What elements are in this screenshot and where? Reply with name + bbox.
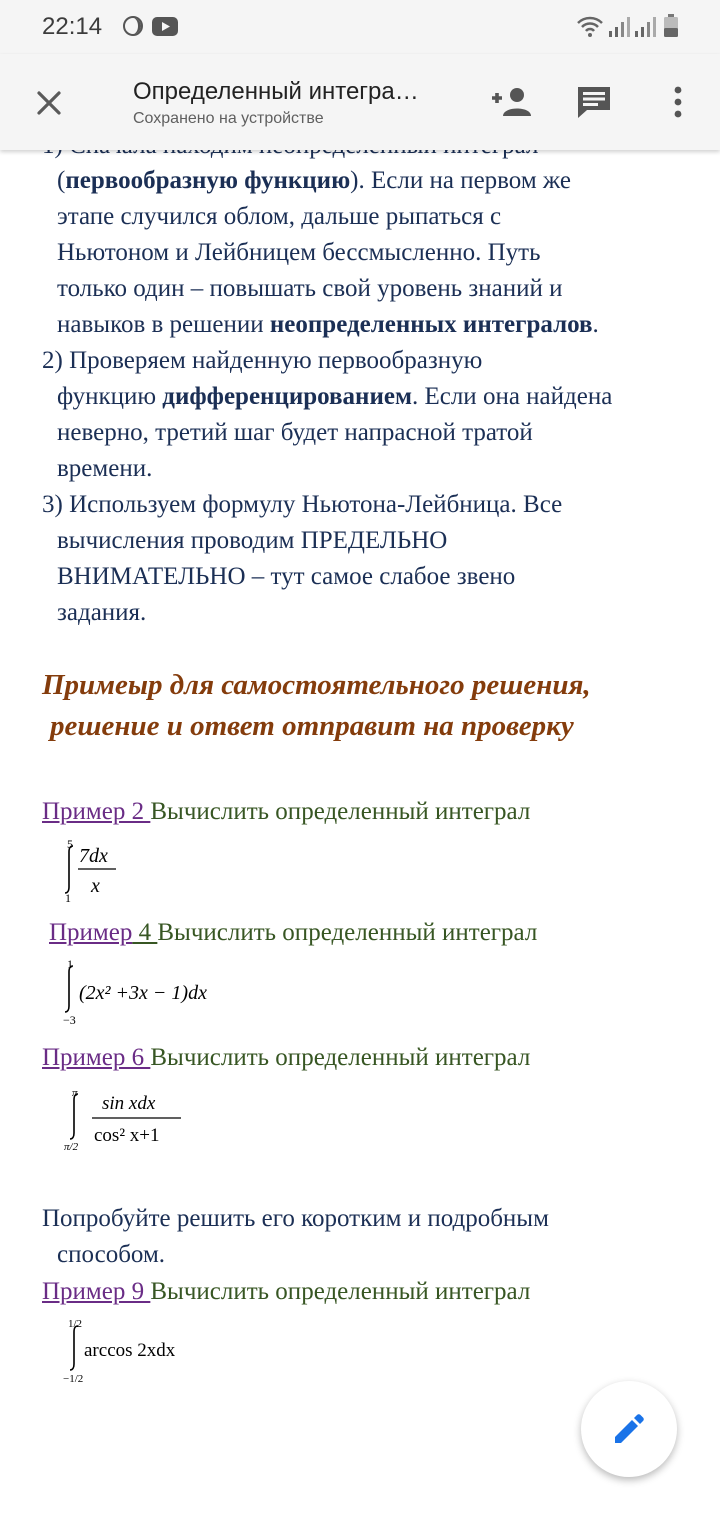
battery-icon xyxy=(663,14,679,43)
edit-pencil-icon xyxy=(611,1411,647,1447)
section-heading-line1: Примеыр для самостоятельного решения, xyxy=(42,669,591,701)
signal-icon xyxy=(608,16,630,43)
example-9-link[interactable]: Пример 9 xyxy=(42,1278,151,1305)
example-9-formula xyxy=(60,1316,220,1386)
example-4-upper-limit: 1 xyxy=(67,957,73,971)
signal-icon xyxy=(634,16,656,43)
example-2-numerator: 7dx xyxy=(79,845,108,867)
youtube-icon xyxy=(152,17,178,41)
example-2-formula xyxy=(60,838,130,904)
document-subtitle: Сохранено на устройстве xyxy=(133,110,324,127)
document-content xyxy=(0,150,720,1520)
step1-line4: только один – повышать свой уровень знаний и xyxy=(57,275,563,302)
document-title: Определенный интегра… xyxy=(133,78,419,105)
note-line2: способом. xyxy=(57,1241,166,1268)
example-2-denominator: x xyxy=(91,875,100,897)
example-9-line xyxy=(42,1274,530,1310)
example-4-lower-limit: −3 xyxy=(63,1013,76,1027)
step1-line5 xyxy=(57,307,599,343)
example-2-lower-limit: 1 xyxy=(65,891,71,905)
step3-line3: ВНИМАТЕЛЬНО – тут самое слабое звено xyxy=(57,563,516,590)
comment-icon xyxy=(575,84,613,120)
example-9-task: Вычислить определенный интеграл xyxy=(150,1278,531,1305)
example-6-link[interactable]: Пример 6 xyxy=(42,1044,151,1071)
note-line1: Попробуйте решить его коротким и подробным xyxy=(42,1205,549,1232)
example-4-formula xyxy=(60,958,250,1028)
step1-line1-rest: ). Если на первом же xyxy=(350,167,571,194)
step1-period: . xyxy=(592,311,599,338)
example-2-upper-limit: 5 xyxy=(67,837,73,851)
example-6-denominator: cos² x+1 xyxy=(94,1125,160,1146)
example-6-upper-limit: π xyxy=(72,1087,78,1099)
example-9-lower-limit: −1/2 xyxy=(63,1373,84,1385)
step1-line1 xyxy=(57,163,571,199)
example-6-line xyxy=(42,1040,530,1076)
step2-line2-rest: . Если она найдена xyxy=(411,383,613,410)
app-bar xyxy=(0,54,720,150)
status-time: 22:14 xyxy=(42,13,103,40)
step1-paren: ( xyxy=(57,167,66,194)
step3-line1: 3) Используем формулу Ньютона-Лейбница. Все xyxy=(42,491,563,518)
add-person-button[interactable] xyxy=(486,78,534,126)
step2-differentiation-term: дифференцированием xyxy=(162,383,412,410)
example-6-numerator: sin xdx xyxy=(102,1093,156,1114)
example-2-task: Вычислить определенный интеграл xyxy=(150,798,531,825)
step2-line2-start: функцию xyxy=(57,383,163,410)
step2-line4: времени. xyxy=(57,455,153,482)
example-4-link[interactable]: Пример xyxy=(49,919,133,946)
close-icon xyxy=(36,90,62,116)
add-person-icon xyxy=(488,86,532,118)
comment-button[interactable] xyxy=(570,78,618,126)
step1-line2: этапе случился облом, дальше рыпаться с xyxy=(57,203,502,230)
step1-line5-start: навыков в решении xyxy=(57,311,270,338)
more-options-button[interactable] xyxy=(654,78,702,126)
wifi-icon xyxy=(576,14,604,43)
example-4-expression: (2x² +3x − 1)dx xyxy=(79,982,207,1004)
step1-antiderivative-term: первообразную функцию xyxy=(65,167,351,194)
more-vert-icon xyxy=(672,86,684,118)
edit-fab-button[interactable] xyxy=(581,1381,677,1477)
example-4-link-number[interactable]: 4 xyxy=(132,919,158,946)
example-6-formula xyxy=(60,1086,200,1156)
step2-line2 xyxy=(57,379,612,415)
status-bar xyxy=(0,0,720,54)
step3-line4: задания. xyxy=(57,599,147,626)
step1-indefinite-integrals-term: неопределенных интегралов xyxy=(269,311,593,338)
example-2-line xyxy=(42,794,530,830)
step3-line2: вычисления проводим ПРЕДЕЛЬНО xyxy=(57,527,448,554)
example-9-expression: arccos 2xdx xyxy=(84,1340,176,1361)
example-6-task: Вычислить определенный интеграл xyxy=(150,1044,531,1071)
close-button[interactable] xyxy=(26,80,72,126)
example-2-link[interactable]: Пример 2 xyxy=(42,798,151,825)
moon-icon xyxy=(122,15,144,42)
step2-line1: 2) Проверяем найденную первообразную xyxy=(42,347,483,374)
step2-line3: неверно, третий шаг будет напрасной тратой xyxy=(57,419,533,446)
example-4-line xyxy=(49,915,537,951)
step1-line3: Ньютоном и Лейбницем бессмысленно. Путь xyxy=(57,239,541,266)
example-6-lower-limit: π/2 xyxy=(64,1141,79,1153)
section-heading-line2: решение и ответ отправит на проверку xyxy=(50,710,574,742)
example-9-upper-limit: 1/2 xyxy=(68,1318,83,1330)
example-4-task: Вычислить определенный интеграл xyxy=(157,919,538,946)
